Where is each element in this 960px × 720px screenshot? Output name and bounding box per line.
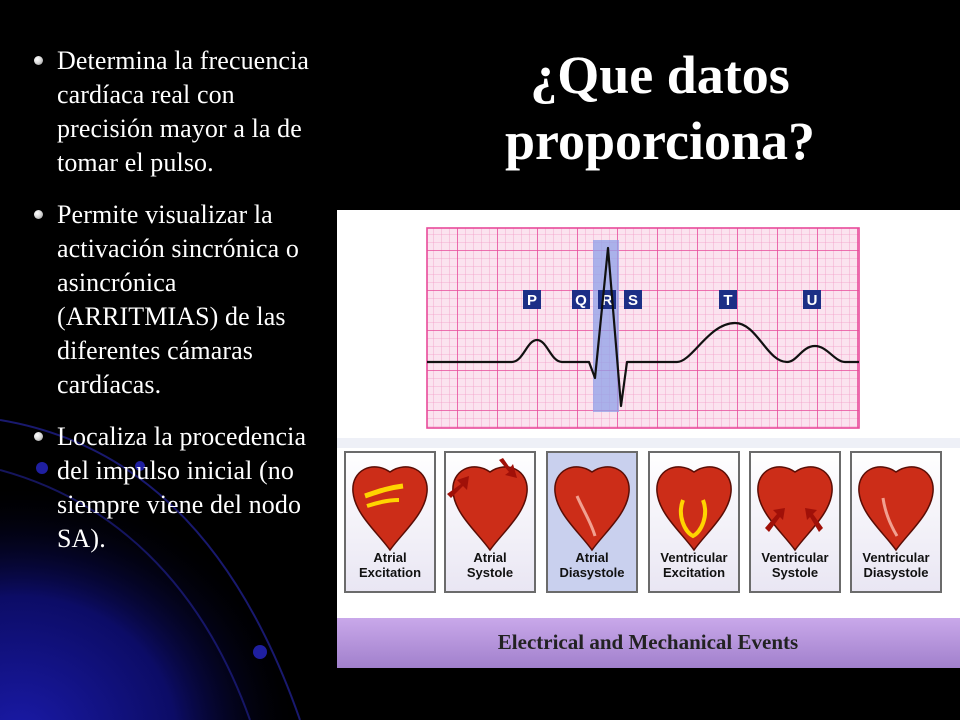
bullet-item-3	[30, 420, 322, 556]
bullet-dot-icon	[34, 210, 43, 219]
bullet-list	[30, 44, 322, 574]
wave-label-r: R	[601, 292, 613, 309]
panel-ventricular-diasystole	[851, 452, 941, 592]
bullet-text-3: Localiza la procedencia del impulso inicial (no siempre viene del nodo SA).	[57, 422, 307, 553]
panel-4-line1: Ventricular	[660, 550, 728, 565]
wave-label-q: Q	[575, 292, 587, 309]
ecg-grid	[427, 228, 859, 428]
bullet-text-1: Determina la frecuencia cardíaca real con precisión mayor a la de tomar el pulso.	[57, 46, 310, 177]
heart-panels	[345, 452, 941, 592]
panel-ventricular-excitation	[649, 452, 739, 592]
panel-ventricular-systole	[750, 452, 840, 592]
panel-6-line2: Diasystole	[863, 565, 929, 580]
panel-6-line1: Ventricular	[862, 550, 930, 565]
wave-label-p: P	[526, 292, 538, 309]
panel-4-line2: Excitation	[662, 565, 726, 580]
separator	[337, 438, 960, 448]
panel-1-line2: Excitation	[358, 565, 422, 580]
panel-atrial-excitation	[345, 452, 435, 592]
bullet-dot-icon	[34, 56, 43, 65]
panel-2-line1: Atrial	[473, 550, 507, 565]
wave-label-u: U	[806, 292, 818, 309]
ecg-figure	[337, 210, 960, 668]
slide-title: ¿Que datos proporciona?	[504, 45, 816, 171]
panel-3-line2: Diasystole	[559, 565, 625, 580]
panel-3-line1: Atrial	[575, 550, 609, 565]
panel-5-line2: Systole	[771, 565, 819, 580]
panel-2-line2: Systole	[466, 565, 514, 580]
bullet-item-2	[30, 198, 322, 402]
bullet-text-2: Permite visualizar la activación sincrónica o asincrónica (ARRITMIAS) de las diferentes cámaras cardíacas.	[57, 200, 299, 399]
ecg-diagram	[337, 210, 960, 668]
panel-1-line1: Atrial	[373, 550, 407, 565]
panel-atrial-systole	[445, 452, 535, 592]
bullet-item-1	[30, 44, 322, 180]
panel-5-line1: Ventricular	[761, 550, 829, 565]
wave-label-s: S	[627, 292, 639, 309]
wave-label-t: T	[723, 292, 733, 309]
figure-caption: Electrical and Mechanical Events	[497, 630, 799, 654]
bullet-dot-icon	[34, 432, 43, 441]
panel-atrial-diasystole	[547, 452, 637, 592]
